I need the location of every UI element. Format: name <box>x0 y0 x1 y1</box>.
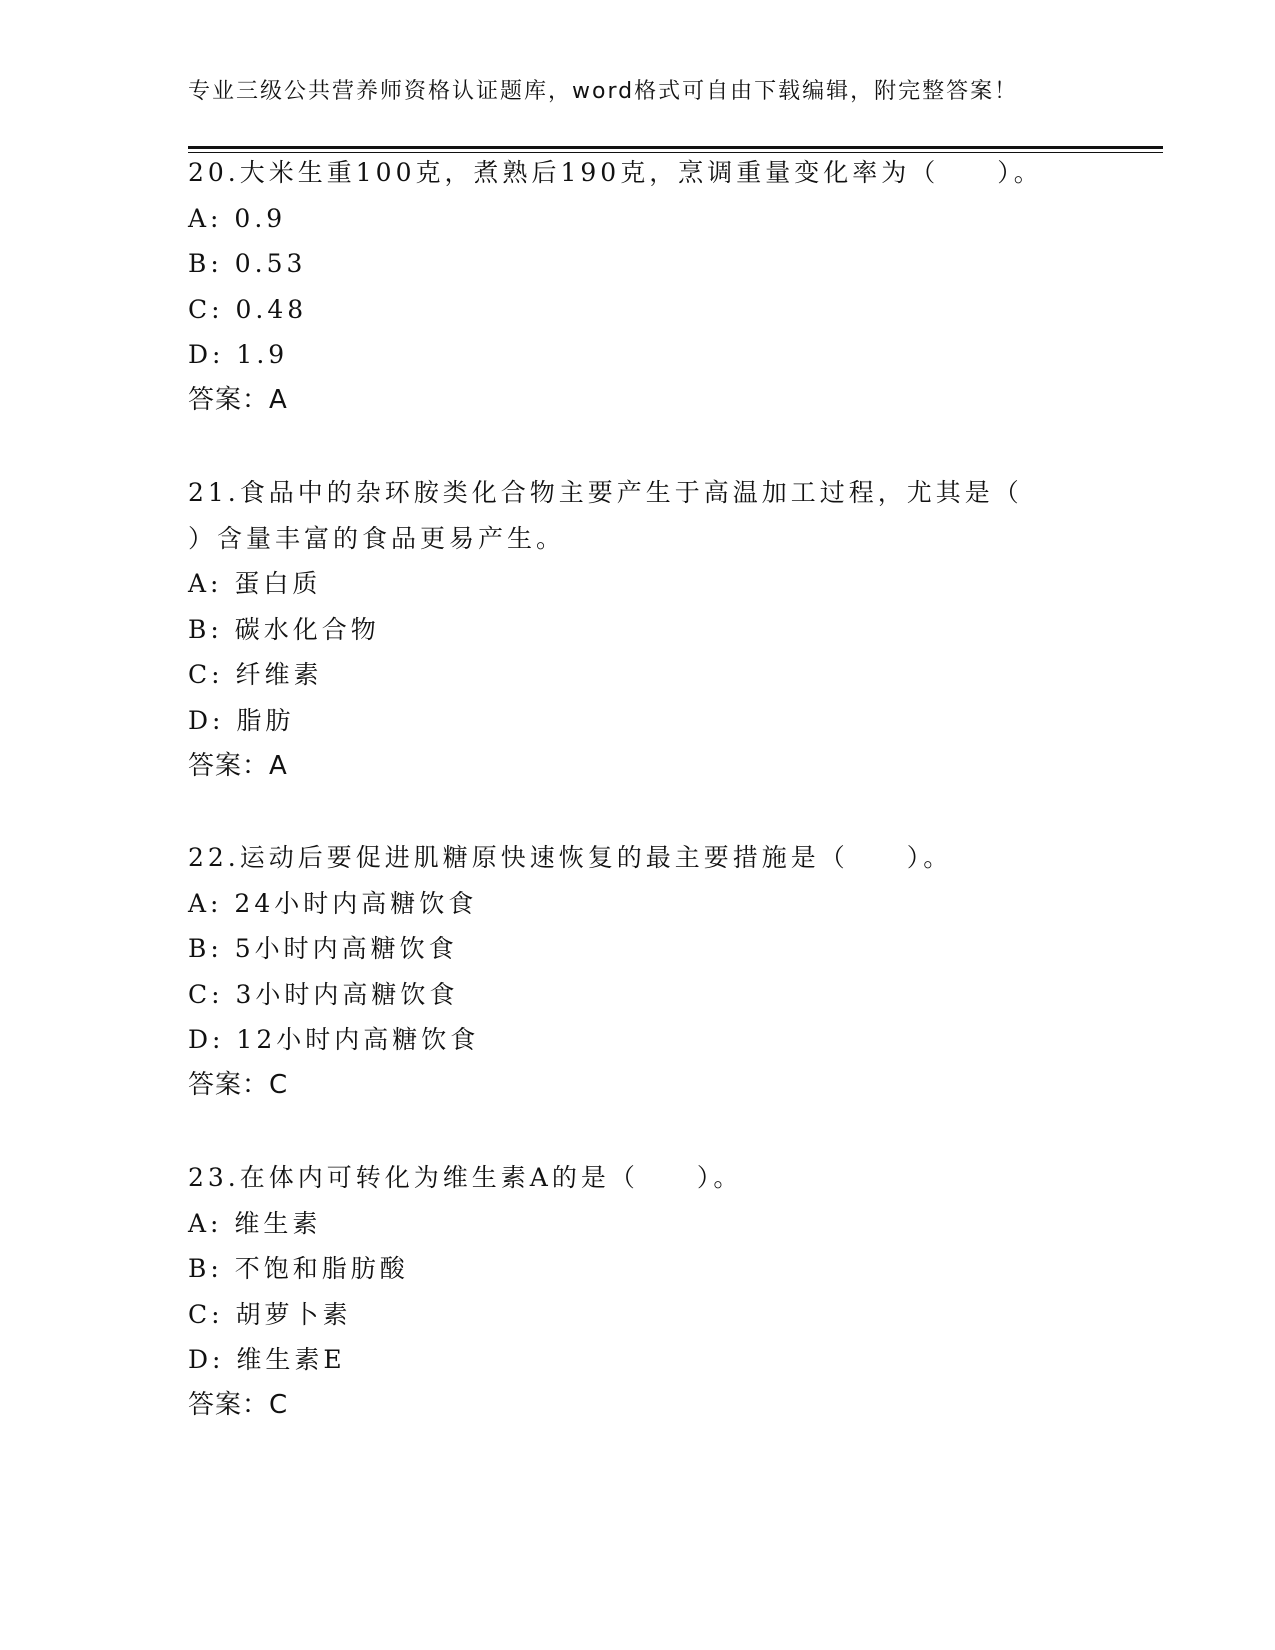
option-c: C: 0.48 <box>188 294 308 324</box>
header-rule-thick <box>188 146 1163 149</box>
question-23 <box>188 1155 1148 1429</box>
answer-line: 答案：A <box>188 750 288 781</box>
option-d: D: 脂肪 <box>188 705 295 735</box>
question-stem: 21.食品中的杂环胺类化合物主要产生于高温加工过程，尤其是（ <box>188 478 1023 507</box>
question-21 <box>188 470 1148 789</box>
option-d: D: 12小时内高糖饮食 <box>188 1025 480 1055</box>
question-stem: 23.在体内可转化为维生素A的是（ ）。 <box>188 1163 743 1192</box>
question-stem-continued: ）含量丰富的食品更易产生。 <box>188 523 566 553</box>
option-b: B: 5小时内高糖饮食 <box>188 934 458 964</box>
answer-line: 答案：C <box>188 1069 289 1100</box>
answer-line: 答案：C <box>188 1389 289 1420</box>
option-d: D: 1.9 <box>188 340 289 370</box>
question-stem: 20.大米生重100克，煮熟后190克，烹调重量变化率为（ ）。 <box>188 158 1043 187</box>
option-b: B: 0.53 <box>188 249 307 279</box>
page-header: 专业三级公共营养师资格认证题库，word格式可自由下载编辑，附完整答案！ <box>188 79 1019 104</box>
option-a: A: 蛋白质 <box>188 569 322 599</box>
question-stem: 22.运动后要促进肌糖原快速恢复的最主要措施是（ ）。 <box>188 843 953 872</box>
question-22 <box>188 835 1148 1109</box>
option-d: D: 维生素E <box>188 1345 346 1375</box>
answer-line: 答案：A <box>188 384 288 415</box>
option-b: B: 碳水化合物 <box>188 614 380 644</box>
option-a: A: 维生素 <box>188 1208 322 1238</box>
option-c: C: 纤维素 <box>188 660 323 690</box>
option-b: B: 不饱和脂肪酸 <box>188 1254 409 1284</box>
question-20 <box>188 150 1148 424</box>
option-a: A: 0.9 <box>188 203 287 233</box>
option-a: A: 24小时内高糖饮食 <box>188 888 478 918</box>
option-c: C: 3小时内高糖饮食 <box>188 979 459 1009</box>
option-c: C: 胡萝卜素 <box>188 1299 352 1329</box>
